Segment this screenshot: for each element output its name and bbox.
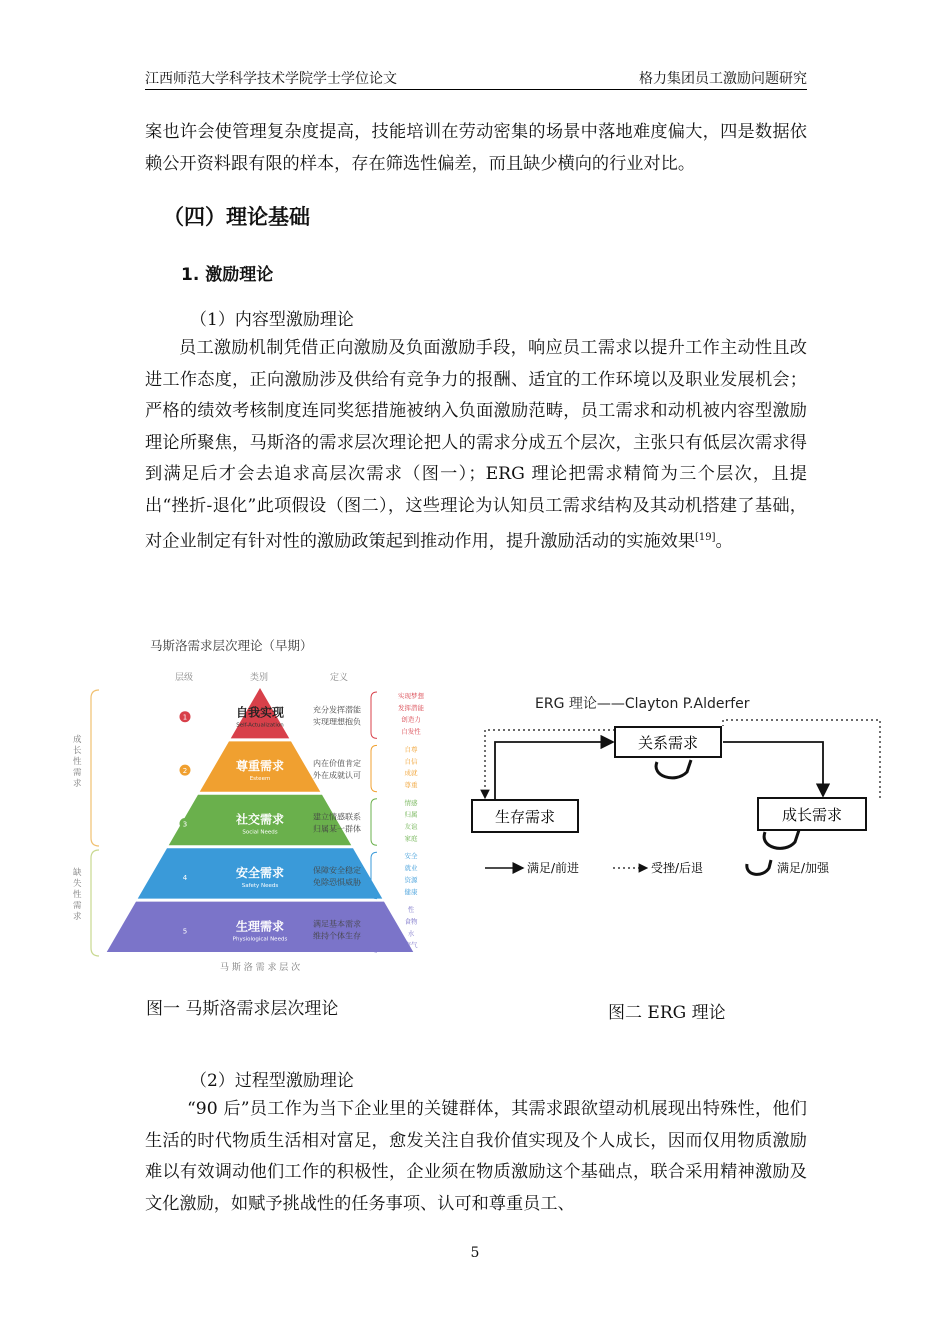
layer-definition-2-1: 实现理想抱负 [313,717,361,727]
layer-item: 就业 [404,864,418,873]
layer-name-3: 社交需求 [235,812,285,827]
legend-frustrate: 受挫/后退 [651,861,704,875]
caption-2: 图二 ERG 理论 [608,1003,726,1023]
layer-definition-2-4: 免除恐惧威胁 [313,877,361,887]
layer-item: 家庭 [404,834,418,843]
erg-title: ERG 理论——Clayton P.Alderfer [535,696,750,712]
header-left: 江西师范大学科学技术学院学士学位论文 [145,71,397,87]
layer-definition-1-1: 充分发挥潜能 [313,705,361,715]
layer-item: 发挥潜能 [398,703,424,712]
level-number-5: 5 [182,927,188,936]
layer-item: 水 [407,929,415,938]
layer-definition-1-3: 建立情感联系 [313,812,361,822]
arrow-relatedness-to-growth [723,742,823,796]
section-heading: （四）理论基础 [163,205,310,229]
layer-item: 自尊 [404,745,418,754]
items-bracket-3 [371,799,377,845]
item2-paragraph [145,1094,807,1220]
item1-paragraph [145,333,807,558]
subsection-heading: 1. 激励理论 [181,265,274,285]
items-bracket-1 [371,692,377,738]
legend-strengthen: 满足/加强 [777,861,830,875]
arrow-relatedness-to-existence-dotted [485,730,615,798]
growth-group-label: 成长性需求 [73,735,82,789]
page-number: 5 [470,1245,480,1261]
item1-heading: （1）内容型激励理论 [190,310,354,330]
layer-name-1: 自我实现 [235,705,285,720]
level-number-3: 3 [182,820,188,829]
relatedness-label: 关系需求 [637,734,699,752]
layer-name-5: 生理需求 [235,919,285,934]
maslow-title: 马斯洛需求层次理论（早期） [150,638,313,653]
maslow-col-definition: 定义 [330,673,349,683]
erg-figure [465,680,890,885]
header-right: 格力集团员工激励问题研究 [639,71,807,87]
caption-1: 图一 马斯洛需求层次理论 [146,999,339,1019]
layer-item: 创造力 [401,715,421,724]
arrow-existence-to-relatedness [495,742,613,800]
layer-name-en-5: Physiological Needs [232,936,288,943]
layer-name-en-2: Esteem [249,776,271,783]
growth-label: 成长需求 [781,806,843,824]
item1-paragraph-end: 。 [715,531,733,552]
item1-paragraph-text: 员工激励机制凭借正向激励及负面激励手段，响应员工需求以提升工作主动性且改进工作态度，正向激励涉及供给有竞争力的报酬、适宜的工作环境以及职业发展机会；严格的绩效考核制度连同奖惩措施被纳入负面激励范畴，员工需求和动机被内容型激励理论所聚焦，马斯洛的需求层次理论把人的需求分成五个层次，主张只有低层次需求得到满足后才会去追求高层次需求（图一）；ERG 理论把需求精简为三个层次，且提出“挫折-退化”此项假设（图二），这些理论为认知员工需求结构及其动机搭建了基础，对企业制定有针对性的激励政策起到推动作用，提升激励活动的实施效果 [145,338,807,552]
layer-item: 自信 [404,757,418,766]
layer-item: 实现梦想 [398,692,424,700]
layer-item: 健康 [404,887,418,896]
layer-name-en-4: Safety Needs [241,882,279,889]
level-number-2: 2 [182,767,188,776]
layer-definition-2-3: 归属某一群体 [313,824,361,834]
items-bracket-2 [371,745,377,791]
level-number-1: 1 [182,713,188,722]
relatedness-cycle-icon [656,760,691,778]
layer-item: 安全 [404,852,418,861]
maslow-figure [65,630,424,975]
layer-definition-1-4: 保障安全稳定 [313,865,361,875]
item2-heading: （2）过程型激励理论 [190,1071,354,1091]
intro-paragraph [145,117,807,180]
deficiency-group-label: 缺失性需求 [73,868,82,922]
maslow-col-category: 类别 [250,673,269,683]
legend-satisfy: 满足/前进 [527,861,580,875]
layer-item: 自发性 [401,727,421,736]
layer-item: 尊重 [404,780,418,789]
layer-item: 空气 [404,941,418,950]
deficiency-bracket [91,850,99,956]
intro-paragraph-text: 案也许会使管理复杂度提高，技能培训在劳动密集的场景中落地难度偏大，四是数据依赖公开资料跟有限的样本，存在筛选性偏差，而且缺少横向的行业对比。 [145,122,807,174]
existence-label: 生存需求 [494,808,556,826]
layer-definition-2-2: 外在成就认可 [313,771,361,781]
layer-item: 友谊 [404,822,418,831]
legend-cycle-icon [747,860,771,874]
layer-item: 资源 [404,875,418,884]
arrow-growth-to-relatedness-dotted [723,720,880,798]
layer-name-2: 尊重需求 [235,759,285,774]
growth-bracket [91,690,99,846]
layer-definition-2-5: 维持个体生存 [313,931,361,941]
layer-item: 情感 [404,798,418,807]
layer-item: 成就 [404,769,418,778]
layer-item: 食物 [404,917,418,926]
level-number-4: 4 [182,873,188,882]
layer-definition-1-2: 内在价值肯定 [313,759,361,769]
layer-item: 归属 [404,810,418,819]
maslow-bottom-label: 马 斯 洛 需 求 层 次 [220,963,301,973]
header-rule [145,89,807,90]
layer-definition-1-5: 满足基本需求 [313,919,361,929]
layer-name-4: 安全需求 [235,865,285,880]
item2-paragraph-text: “90 后”员工作为当下企业里的关键群体，其需求跟欲望动机展现出特殊性，他们生活的时代物质生活相对富足，愈发关注自我价值实现及个人成长，因而仅用物质激励难以有效调动他们工作的积极性，企业须在物质激励这个基础点，联合采用精神激励及文化激励，如赋予挑战性的任务事项、认可和尊重员工、 [145,1099,807,1214]
layer-item: 性 [407,905,415,914]
maslow-col-level: 层级 [175,673,194,683]
growth-cycle-icon [764,830,799,848]
citation: [19] [695,532,716,543]
layer-name-en-3: Social Needs [242,829,278,836]
layer-name-en-1: Self-Actualization [236,722,284,729]
